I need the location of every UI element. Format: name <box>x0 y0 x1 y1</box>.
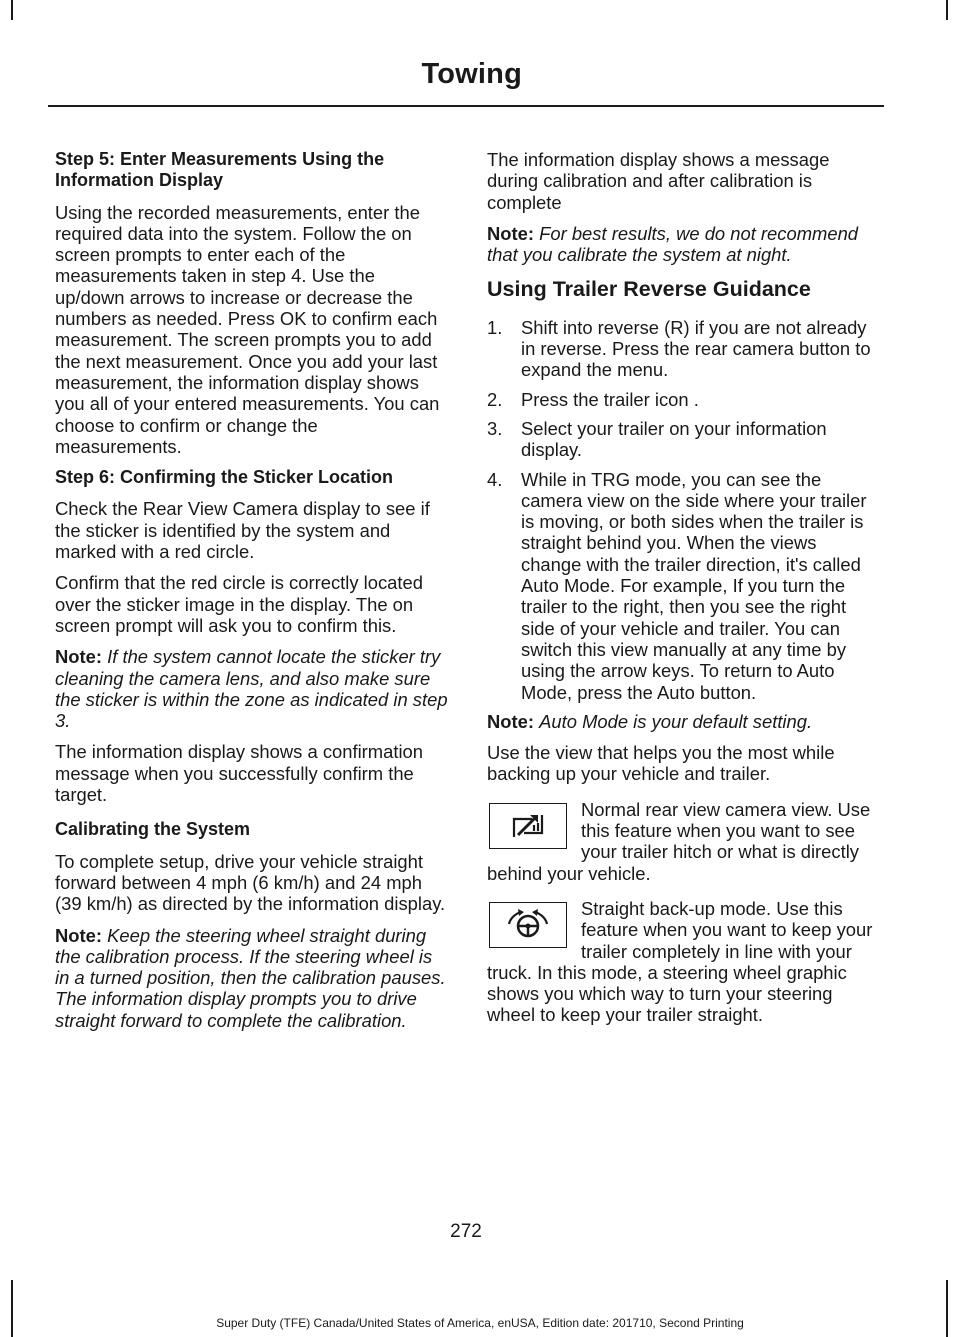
note-text: For best results, we do not recommend that you calibrate the system at night. <box>487 222 859 266</box>
note-label: Note: <box>487 222 534 244</box>
straight-mode-text: Straight back-up mode. Use this feature when you want to keep your trailer completely in line with your truck. In this mode, a steering wheel graphic shows you which way to turn your steering wheel to keep your trailer straight. <box>487 897 873 1026</box>
step6-heading: Step 6: Confirming the Sticker Location <box>55 467 394 488</box>
straight-mode-item <box>487 898 881 1026</box>
normal-view-text: Normal rear view camera view. Use this feature when you want to see your trailer hitch or what is directly behind your vehicle. <box>487 798 871 884</box>
note-label: Note: <box>55 646 102 668</box>
footer-edition: Super Duty (TFE) Canada/United States of America, enUSA, Edition date: 201710, Second Printing <box>216 1316 744 1330</box>
page-number: 272 <box>450 1221 482 1242</box>
note-sticker <box>55 646 448 731</box>
header-divider <box>48 105 884 107</box>
rear-camera-view-icon <box>489 803 567 849</box>
step5-heading: Step 5: Enter Measurements Using the Information Display <box>55 149 385 191</box>
list-item: 1. Shift into reverse (R) if you are not already in reverse. Press the rear camera button to expand the menu. <box>487 316 871 381</box>
use-view-body: Use the view that helps you the most while backing up your vehicle and trailer. <box>487 742 835 785</box>
calibrating-heading: Calibrating the System <box>55 819 251 840</box>
step6-body-1: Check the Rear View Camera display to see if the sticker is identified by the system and marked with a red circle. <box>55 498 430 563</box>
step5-body: Using the recorded measurements, enter the required data into the system. Follow the on screen prompts to enter each of the measurements taken in step 4. Use the up/down arrows to increase or decrease the numbers as needed. Press OK to confirm each measurement. The screen prompts you to add the next measurement. Once you add your last measurement, the information display shows you all of your entered measurements. You can choose to confirm or change the measurements. <box>55 201 440 457</box>
note-label: Note: <box>487 710 534 732</box>
confirmation-body: The information display shows a confirmation message when you successfully confirm the target. <box>55 741 423 806</box>
crop-mark-top-left <box>11 0 13 20</box>
list-item: 3. Select your trailer on your information display. <box>487 417 827 461</box>
steering-wheel-straight-icon <box>489 902 567 948</box>
note-label: Note: <box>55 924 102 946</box>
step6-body-2: Confirm that the red circle is correctly located over the sticker image in the display. The on screen prompt will ask you to confirm this. <box>55 572 423 636</box>
note-steering <box>55 925 448 1031</box>
calibrating-body: To complete setup, drive your vehicle straight forward between 4 mph (6 km/h) and 24 mph (39 km/h) as directed by the information display. <box>55 850 446 915</box>
note-text: If the system cannot locate the sticker try cleaning the camera lens, and also make sure the sticker is within the zone as indicated in step 3. <box>55 646 448 732</box>
normal-view-item <box>487 799 881 884</box>
crop-mark-top-right <box>946 0 948 20</box>
note-night <box>487 223 881 266</box>
right-column <box>487 149 881 1038</box>
left-column <box>55 149 448 1041</box>
note-text: Auto Mode is your default setting. <box>539 710 813 732</box>
list-item: 4. While in TRG mode, you can see the camera view on the side where your trailer is moving, or both sides when the trailer is straight behind you. When the views change with the trailer direction, it's called Auto Mode. For example, If you turn the trailer to the right, then you see the right side of your vehicle and trailer. You can switch this view manually at any time by using the arrow keys. To return to Auto Mode, press the Auto button. <box>487 468 867 703</box>
page-title: Towing <box>421 58 522 90</box>
calibration-message: The information display shows a message during calibration and after calibration is complete <box>487 149 830 213</box>
note-auto-mode <box>487 711 881 732</box>
note-text: Keep the steering wheel straight during the calibration process. If the steering wheel is in a turned position, then the calibration pauses. The information display prompts you to drive straight forward to complete the calibration. <box>55 924 446 1031</box>
trg-steps-list <box>487 317 881 703</box>
trg-heading: Using Trailer Reverse Guidance <box>487 277 811 302</box>
list-item: 2. Press the trailer icon . <box>487 388 699 410</box>
